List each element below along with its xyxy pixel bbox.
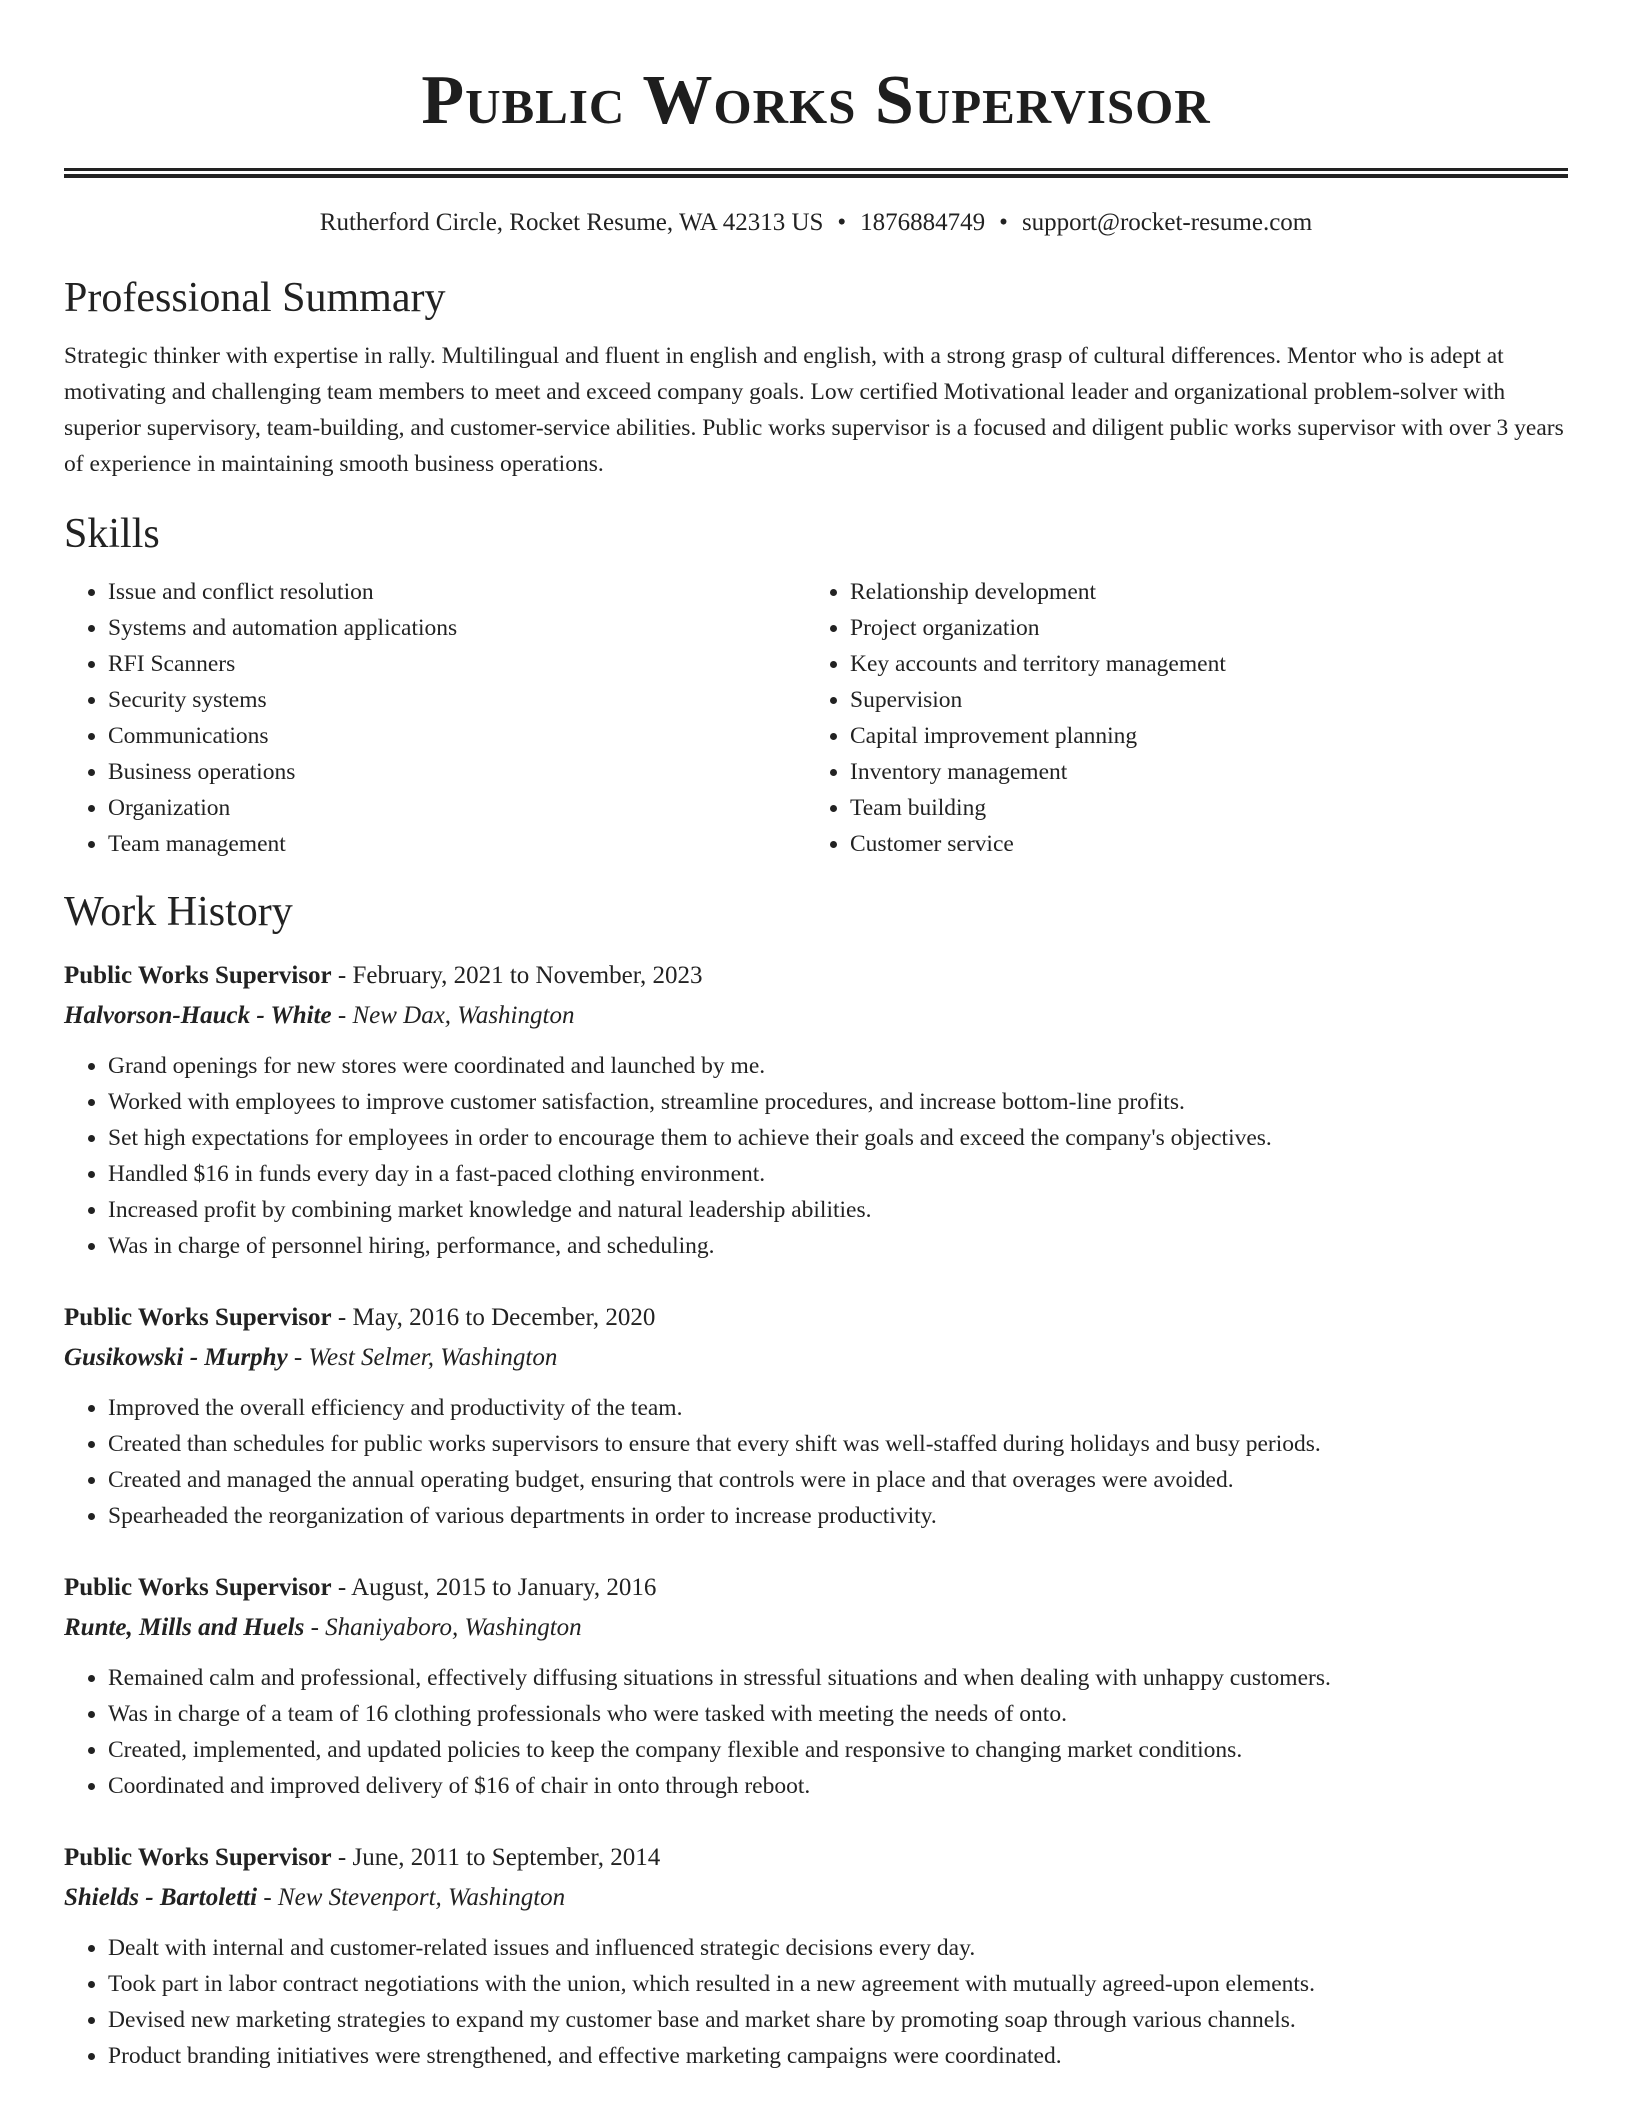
job-bullets bbox=[64, 1930, 1568, 2074]
job-location: - West Selmer, Washington bbox=[287, 1344, 558, 1371]
contact-separator: • bbox=[999, 209, 1008, 236]
job-bullet: • Spearheaded the reorganization of various departments in order to increase productivity. bbox=[108, 1498, 1568, 1534]
skills-heading: Skills bbox=[64, 511, 160, 557]
job-entry bbox=[64, 1838, 1568, 2074]
job-bullet: • Coordinated and improved delivery of $16 of chair in onto through reboot. bbox=[108, 1768, 1568, 1804]
skill-item: • Project organization bbox=[850, 610, 1548, 646]
job-location: - New Dax, Washington bbox=[331, 1002, 575, 1029]
job-location: - Shaniyaboro, Washington bbox=[304, 1614, 582, 1641]
job-employer bbox=[64, 1338, 1568, 1378]
summary-text: Strategic thinker with expertise in rally. Multilingual and fluent in english and english, with a strong grasp of cultural differences. Mentor who is adept at motivating and challenging team members to meet and exceed company goals. Low certified Motivational leader and organizational problem-solver with superior supervisory, team-building, and customer-service abilities. Public works supervisor is a focused and diligent public works supervisor with over 3 years of experience in maintaining smooth business operations. bbox=[64, 343, 1564, 477]
skills-column-left bbox=[64, 574, 806, 862]
summary-heading: Professional Summary bbox=[64, 275, 446, 321]
job-role: Public Works Supervisor bbox=[64, 1304, 332, 1331]
job-header bbox=[64, 1838, 1568, 1878]
job-bullet: • Set high expectations for employees in order to encourage them to achieve their goals and exceed the company's objectives. bbox=[108, 1120, 1568, 1156]
skill-item: • Supervision bbox=[850, 682, 1548, 718]
job-bullet: • Increased profit by combining market knowledge and natural leadership abilities. bbox=[108, 1192, 1568, 1228]
job-bullet: • Created, implemented, and updated policies to keep the company flexible and responsive to changing market conditions. bbox=[108, 1732, 1568, 1768]
job-location: - New Stevenport, Washington bbox=[257, 1884, 566, 1911]
job-dates: - June, 2011 to September, 2014 bbox=[331, 1844, 661, 1871]
job-dates: - August, 2015 to January, 2016 bbox=[331, 1574, 657, 1601]
job-role: Public Works Supervisor bbox=[64, 1574, 332, 1601]
skill-item: • Relationship development bbox=[850, 574, 1548, 610]
job-entry bbox=[64, 956, 1568, 1264]
skill-item: • Capital improvement planning bbox=[850, 718, 1548, 754]
job-role: Public Works Supervisor bbox=[64, 962, 332, 989]
contact-address: Rutherford Circle, Rocket Resume, WA 42313 US bbox=[319, 209, 824, 236]
contact-email: support@rocket-resume.com bbox=[1021, 209, 1313, 236]
skill-item: • RFI Scanners bbox=[108, 646, 806, 682]
job-header bbox=[64, 1568, 1568, 1608]
skill-item: • Issue and conflict resolution bbox=[108, 574, 806, 610]
job-bullet: • Devised new marketing strategies to expand my customer base and market share by promoting soap through various channels. bbox=[108, 2002, 1568, 2038]
contact-phone: 1876884749 bbox=[860, 209, 986, 236]
job-bullet: • Created than schedules for public works supervisors to ensure that every shift was well-staffed during holidays and busy periods. bbox=[108, 1426, 1568, 1462]
job-header bbox=[64, 956, 1568, 996]
job-entry bbox=[64, 1568, 1568, 1804]
job-bullet: • Grand openings for new stores were coordinated and launched by me. bbox=[108, 1048, 1568, 1084]
skill-item: • Customer service bbox=[850, 826, 1548, 862]
skills-column-right bbox=[806, 574, 1548, 862]
skill-item: • Team building bbox=[850, 790, 1548, 826]
skill-item: • Inventory management bbox=[850, 754, 1548, 790]
skill-item: • Systems and automation applications bbox=[108, 610, 806, 646]
job-dates: - May, 2016 to December, 2020 bbox=[331, 1304, 656, 1331]
job-bullets bbox=[64, 1660, 1568, 1804]
skill-item: • Team management bbox=[108, 826, 806, 862]
job-bullet: • Was in charge of personnel hiring, performance, and scheduling. bbox=[108, 1228, 1568, 1264]
skill-item: • Key accounts and territory management bbox=[850, 646, 1548, 682]
job-bullet: • Product branding initiatives were strengthened, and effective marketing campaigns were coordinated. bbox=[108, 2038, 1568, 2074]
work-history-heading: Work History bbox=[64, 889, 293, 935]
skill-item: • Communications bbox=[108, 718, 806, 754]
job-employer bbox=[64, 1878, 1568, 1918]
job-header bbox=[64, 1298, 1568, 1338]
job-bullet: • Was in charge of a team of 16 clothing professionals who were tasked with meeting the needs of onto. bbox=[108, 1696, 1568, 1732]
job-bullet: • Created and managed the annual operating budget, ensuring that controls were in place and that overages were avoided. bbox=[108, 1462, 1568, 1498]
job-bullets bbox=[64, 1048, 1568, 1264]
job-bullet: • Worked with employees to improve customer satisfaction, streamline procedures, and increase bottom-line profits. bbox=[108, 1084, 1568, 1120]
skill-item: • Organization bbox=[108, 790, 806, 826]
skills-list bbox=[64, 574, 1568, 862]
job-bullet: • Dealt with internal and customer-related issues and influenced strategic decisions every day. bbox=[108, 1930, 1568, 1966]
skill-item: • Business operations bbox=[108, 754, 806, 790]
job-bullet: • Handled $16 in funds every day in a fast-paced clothing environment. bbox=[108, 1156, 1568, 1192]
job-role: Public Works Supervisor bbox=[64, 1844, 332, 1871]
contact-separator: • bbox=[837, 209, 847, 236]
job-dates: - February, 2021 to November, 2023 bbox=[331, 962, 703, 989]
job-entry bbox=[64, 1298, 1568, 1534]
job-bullet: • Remained calm and professional, effectively diffusing situations in stressful situations and when dealing with unhappy customers. bbox=[108, 1660, 1568, 1696]
skill-item: • Security systems bbox=[108, 682, 806, 718]
job-bullet: • Improved the overall efficiency and productivity of the team. bbox=[108, 1390, 1568, 1426]
job-employer bbox=[64, 996, 1568, 1036]
resume-page bbox=[64, 0, 1568, 2074]
page-title: Public Works Supervisor bbox=[421, 62, 1211, 139]
job-company: Gusikowski - Murphy bbox=[64, 1344, 288, 1371]
job-company: Shields - Bartoletti bbox=[64, 1884, 258, 1911]
job-company: Runte, Mills and Huels bbox=[64, 1614, 305, 1641]
job-bullets bbox=[64, 1390, 1568, 1534]
job-company: Halvorson-Hauck - White bbox=[64, 1002, 332, 1029]
job-employer bbox=[64, 1608, 1568, 1648]
title-divider bbox=[64, 168, 1568, 178]
contact-line bbox=[64, 206, 1568, 240]
job-bullet: • Took part in labor contract negotiations with the union, which resulted in a new agreement with mutually agreed-upon elements. bbox=[108, 1966, 1568, 2002]
